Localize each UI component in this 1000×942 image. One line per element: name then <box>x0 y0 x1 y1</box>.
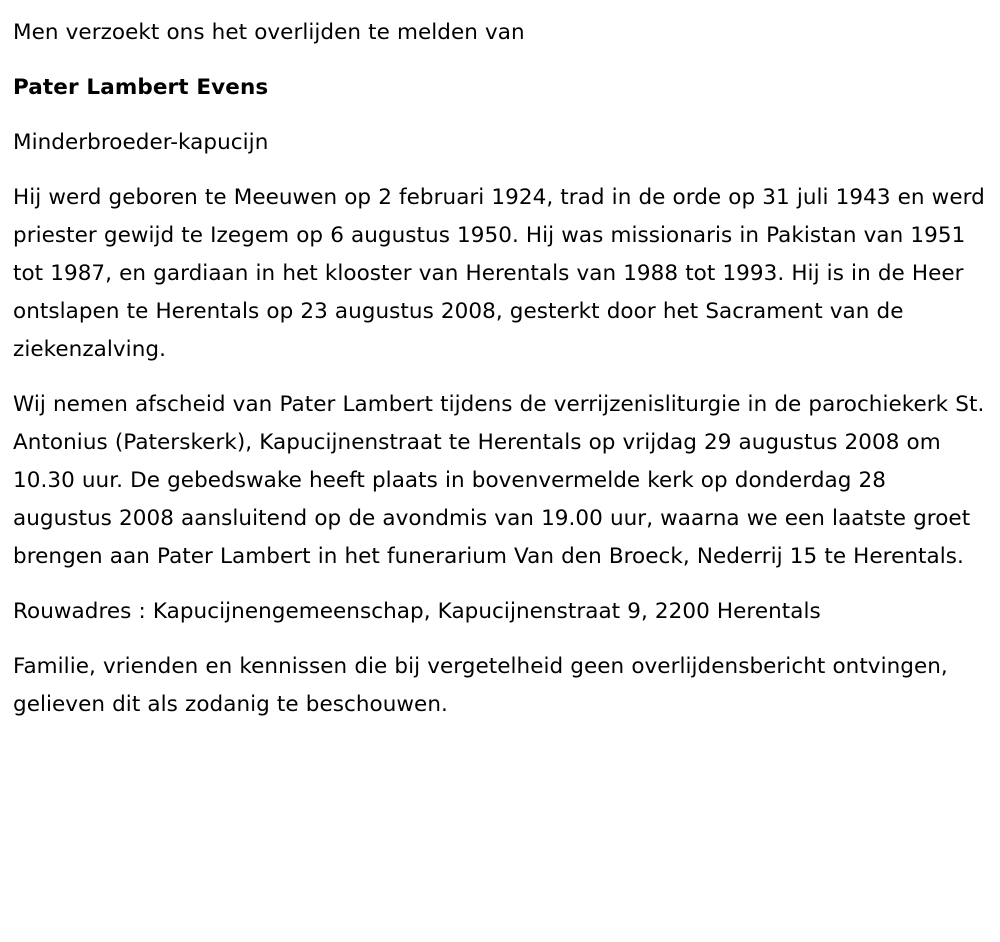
intro-line: Men verzoekt ons het overlijden te melden van <box>13 20 525 45</box>
closing-notice: Familie, vrienden en kennissen die bij vergetelheid geen overlijdensbericht ontvingen, gelieven dit als zodanig te beschouwen. <box>13 654 948 717</box>
spacer <box>13 52 990 69</box>
spacer <box>13 369 990 386</box>
deceased-name: Pater Lambert Evens <box>13 75 269 100</box>
spacer <box>13 162 990 179</box>
religious-order: Minderbroeder-kapucijn <box>13 130 269 155</box>
biography-paragraph: Hij werd geboren te Meeuwen op 2 februari 1924, trad in de orde op 31 juli 1943 en werd priester gewijd te Izegem op 6 augustus 1950. Hij was missionaris in Pakistan van 1951 tot 1987, en gardiaan in het klooster van Herentals van 1988 tot 1993. Hij is in de Heer ontslapen te Herentals op 23 augustus 2008, gesterkt door het Sacrament van de ziekenzalving. <box>13 185 985 362</box>
spacer <box>13 631 990 648</box>
spacer <box>13 107 990 124</box>
spacer <box>13 576 990 593</box>
mourning-address: Rouwadres : Kapucijnengemeenschap, Kapucijnenstraat 9, 2200 Herentals <box>13 599 821 624</box>
funeral-details-paragraph: Wij nemen afscheid van Pater Lambert tijdens de verrijzenisliturgie in de parochiekerk St. Antonius (Paterskerk), Kapucijnenstraat te Herentals op vrijdag 29 augustus 2008 om 10.30 uur. De gebedswake heeft plaats in bovenvermelde kerk op donderdag 28 augustus 2008 aansluitend op de avondmis van 19.00 uur, waarna we een laatste groet brengen aan Pater Lambert in het funerarium Van den Broeck, Nederrij 15 te Herentals. <box>13 392 985 569</box>
